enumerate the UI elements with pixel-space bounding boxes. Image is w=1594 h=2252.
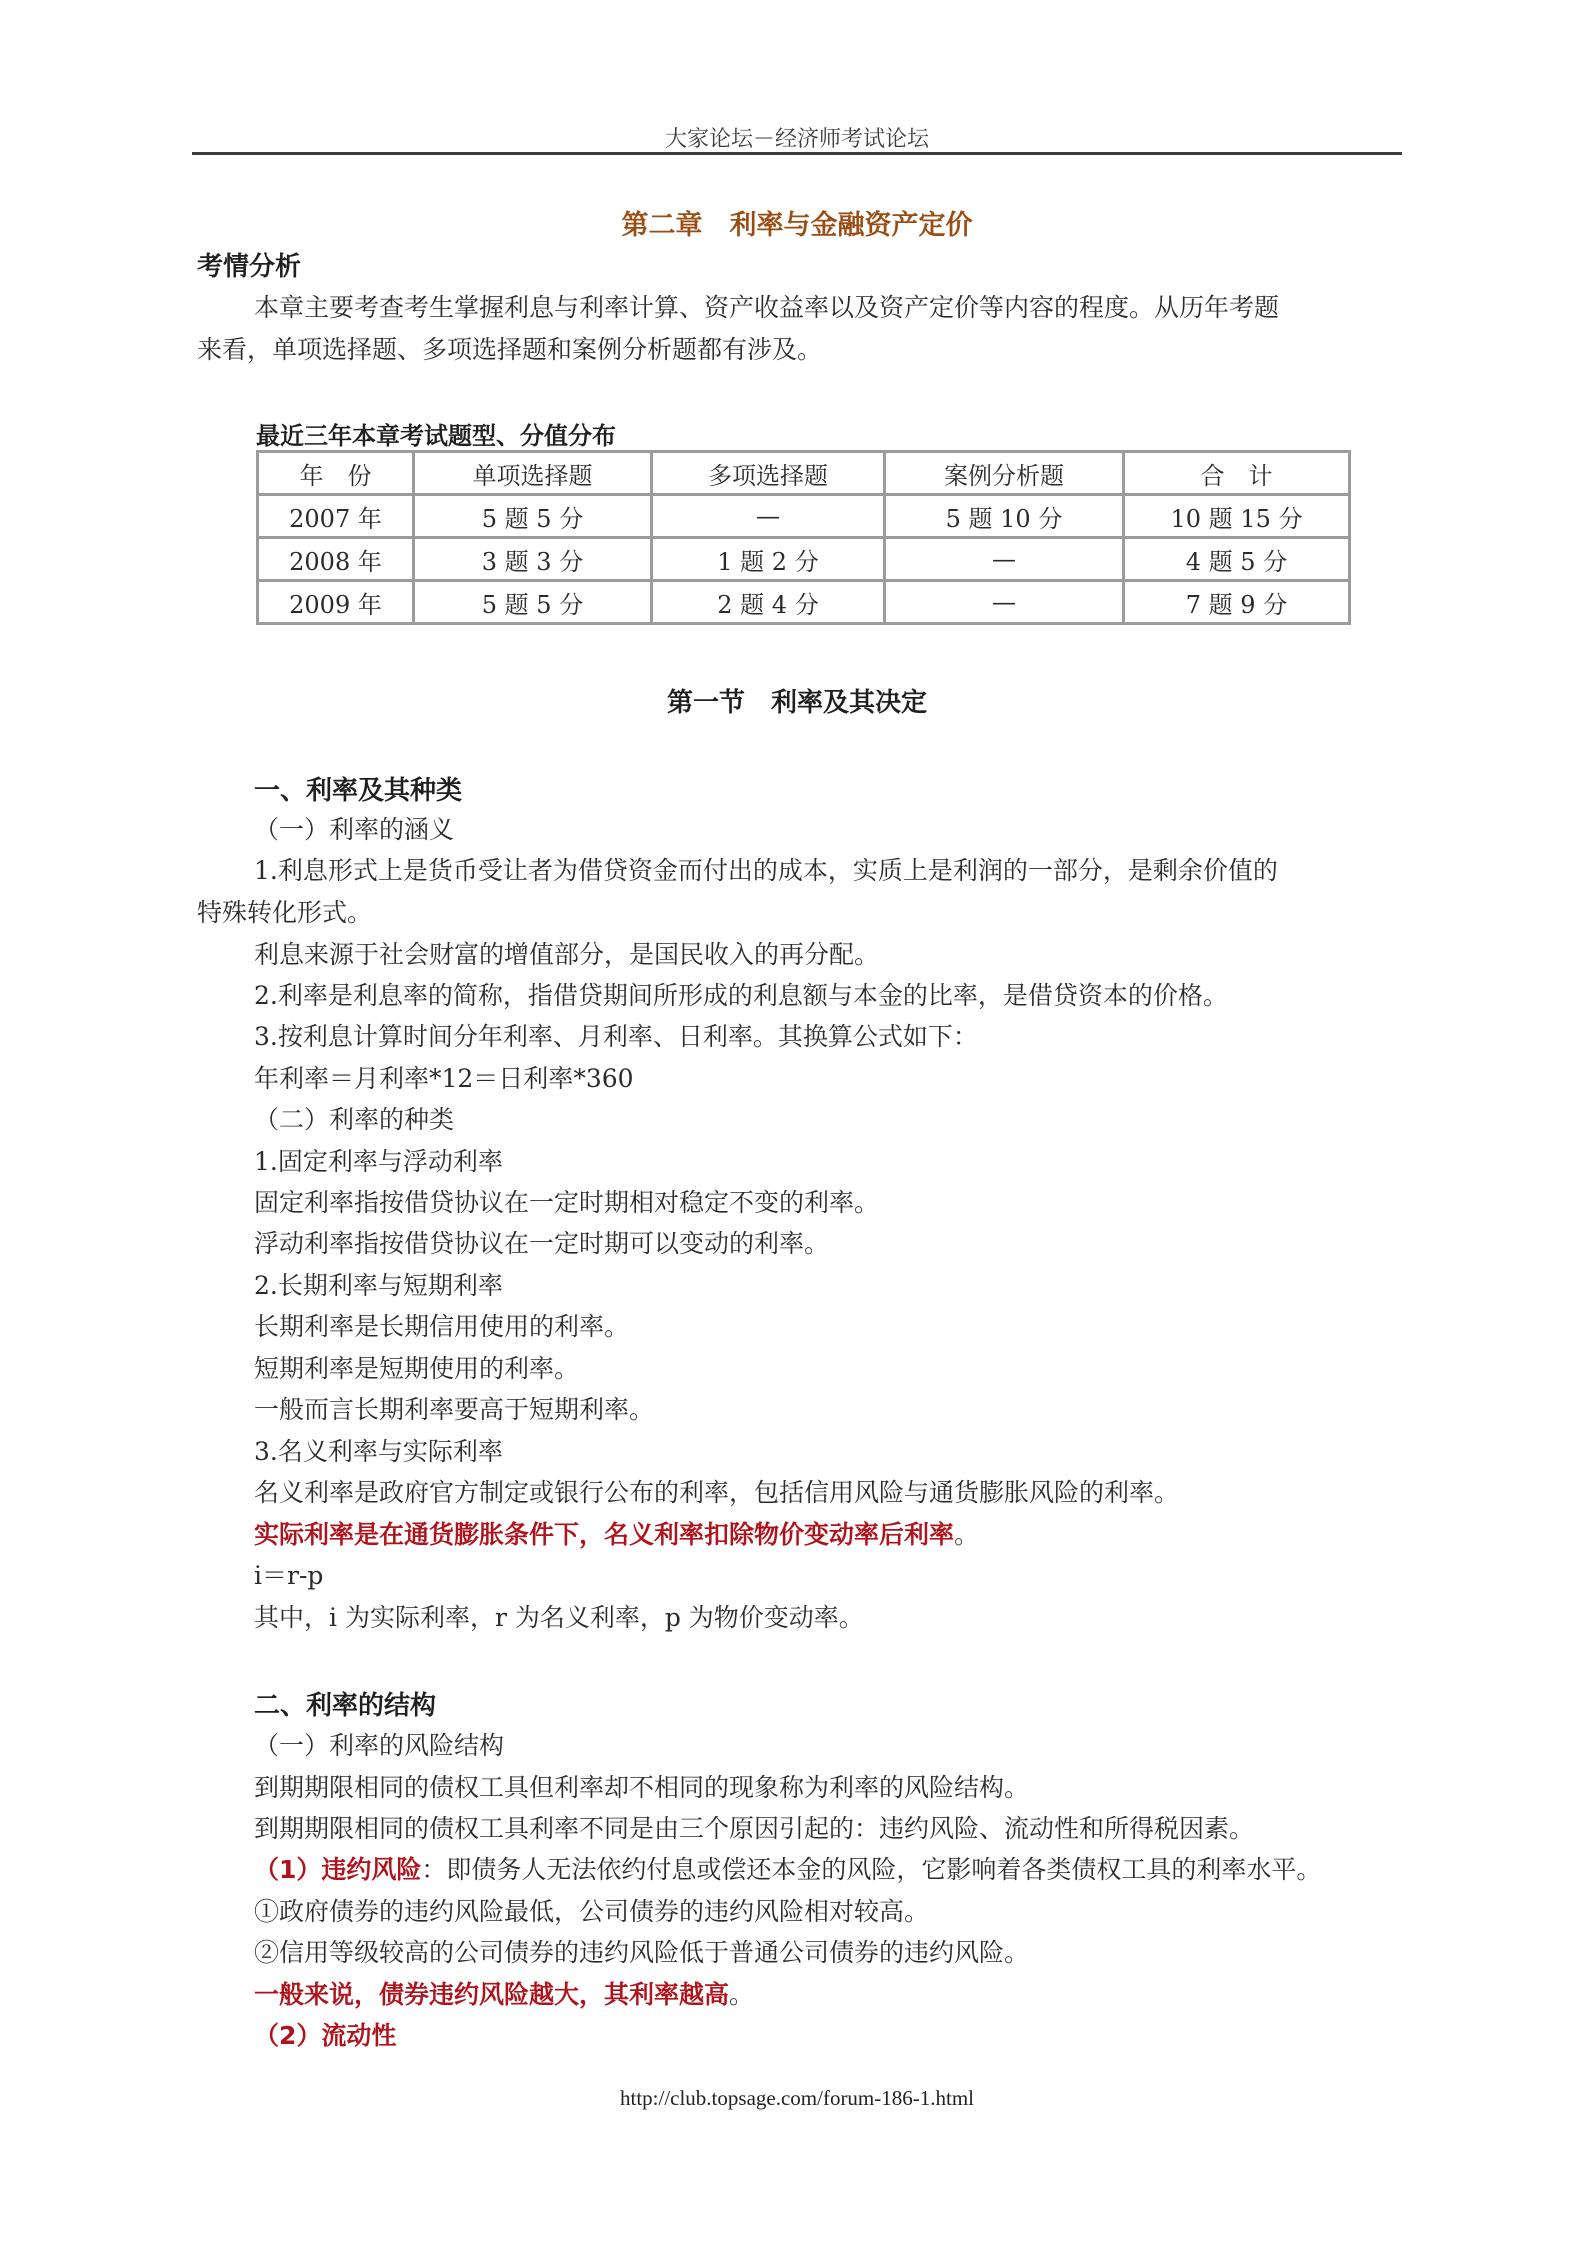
table-cell: 4 题 5 分 [1124,538,1350,581]
footer-url: http://club.topsage.com/forum-186-1.html [619,2086,975,2110]
table-cell: 2 题 4 分 [652,581,885,624]
table-cell: 5 题 5 分 [414,581,652,624]
body-line: 1.利息形式上是货币受让者为借贷资金而付出的成本，实质上是利润的一部分，是剩余价值的 [254,856,1278,885]
table-cell: — [885,538,1124,581]
part2-heading: 二、利率的结构 [254,1691,437,1721]
body-line: 特殊转化形式。 [197,898,373,927]
body-line: 2.利率是利息率的简称，指借贷期间所形成的利息额与本金的比率，是借贷资本的价格。 [254,981,1228,1010]
table-cell: 3 题 3 分 [414,538,652,581]
table-header-cell: 单项选择题 [414,452,652,495]
analysis-heading: 考情分析 [197,252,302,282]
table-header-cell: 多项选择题 [652,452,885,495]
table-caption: 最近三年本章考试题型、分值分布 [256,422,616,450]
body-line: 到期期限相同的债权工具但利率却不相同的现象称为利率的风险结构。 [254,1773,1030,1802]
body-line: 到期期限相同的债权工具利率不同是由三个原因引起的：违约风险、流动性和所得税因素。 [254,1814,1255,1843]
liquidity-heading: （2）流动性 [254,2021,397,2050]
table-row [258,538,1350,581]
highlight-line [254,1515,979,1551]
table-cell: — [885,581,1124,624]
table-cell: 5 题 10 分 [885,495,1124,538]
table-cell: 2008 年 [258,538,414,581]
table-header-cell: 合 计 [1124,452,1350,495]
highlight-line [254,1975,754,2011]
body-line: 2.长期利率与短期利率 [254,1271,503,1300]
table-row [258,581,1350,624]
body-line: 短期利率是短期使用的利率。 [254,1354,580,1383]
body-line: 固定利率指按借贷协议在一定时期相对稳定不变的利率。 [254,1188,880,1217]
body-line: 3.按利息计算时间分年利率、月利率、日利率。其换算公式如下： [254,1022,978,1051]
exam-distribution-table [256,450,1351,625]
analysis-paragraph-line-1: 本章主要考查考生掌握利息与利率计算、资产收益率以及资产定价等内容的程度。从历年考题 [254,293,1280,322]
header-divider [192,152,1402,155]
risk-text: ：即债务人无法依约付息或偿还本金的风险，它影响着各类债权工具的利率水平。 [421,1855,1322,1884]
table-cell: 2007 年 [258,495,414,538]
table-header-row [258,452,1350,495]
highlight-text: 实际利率是在通货膨胀条件下，名义利率扣除物价变动率后利率 [254,1520,955,1549]
body-line: 利息来源于社会财富的增值部分，是国民收入的再分配。 [254,940,880,969]
highlight-end: 。 [729,1980,755,2009]
part2-sub1: （一）利率的风险结构 [254,1731,505,1760]
body-line: 浮动利率指按借贷协议在一定时期可以变动的利率。 [254,1229,830,1258]
table-cell: 5 题 5 分 [414,495,652,538]
table-cell: 2009 年 [258,581,414,624]
part1-sub1: （一）利率的涵义 [254,815,455,844]
body-line: 一般而言长期利率要高于短期利率。 [254,1395,655,1424]
risk-label: （1）违约风险 [254,1855,422,1884]
formula-line: 年利率＝月利率*12＝日利率*360 [254,1064,634,1093]
part1-heading: 一、利率及其种类 [254,776,463,806]
page-header-title: 大家论坛－经济师考试论坛 [664,127,929,152]
body-line: 长期利率是长期信用使用的利率。 [254,1312,630,1341]
body-line: 1.固定利率与浮动利率 [254,1147,503,1176]
body-line: ②信用等级较高的公司债券的违约风险低于普通公司债券的违约风险。 [254,1938,1030,1967]
section-title: 第一节 利率及其决定 [666,688,927,718]
formula-line: i＝r-p [254,1561,324,1590]
risk-line [254,1850,1321,1886]
table-row [258,495,1350,538]
table-cell: 1 题 2 分 [652,538,885,581]
table-header-cell: 年 份 [258,452,414,495]
chapter-title: 第二章 利率与金融资产定价 [621,210,973,241]
analysis-paragraph-line-2: 来看，单项选择题、多项选择题和案例分析题都有涉及。 [197,335,823,364]
body-line: ①政府债券的违约风险最低，公司债券的违约风险相对较高。 [254,1897,930,1926]
table-cell: 7 题 9 分 [1124,581,1350,624]
body-line: 3.名义利率与实际利率 [254,1437,503,1466]
highlight-end: 。 [954,1520,980,1549]
body-line: 其中，i 为实际利率，r 为名义利率，p 为物价变动率。 [254,1603,864,1632]
part1-sub2: （二）利率的种类 [254,1105,455,1134]
table-cell: — [652,495,885,538]
body-line: 名义利率是政府官方制定或银行公布的利率，包括信用风险与通货膨胀风险的利率。 [254,1478,1180,1507]
table-cell: 10 题 15 分 [1124,495,1350,538]
highlight-text: 一般来说，债券违约风险越大，其利率越高 [254,1980,730,2009]
table-header-cell: 案例分析题 [885,452,1124,495]
